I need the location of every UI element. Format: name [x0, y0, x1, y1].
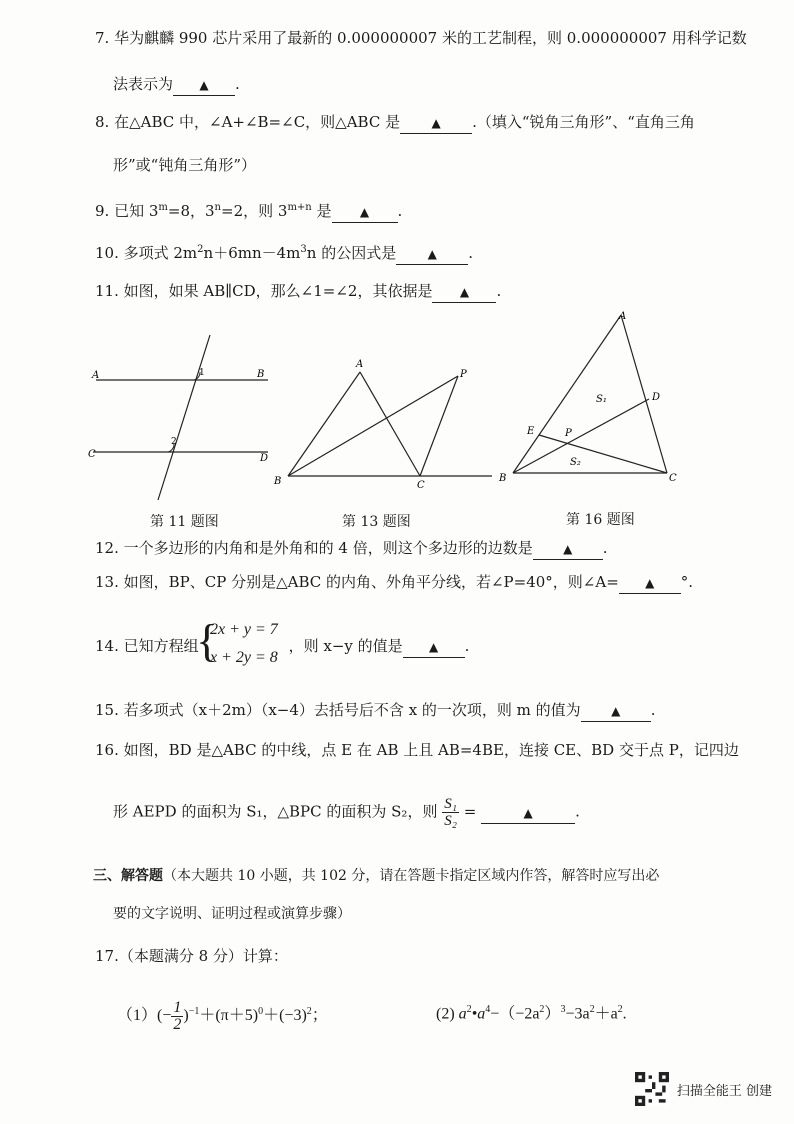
- label-angle2: 2: [171, 437, 177, 447]
- q9-text: =2，则 3: [221, 202, 288, 220]
- q7-line2: [113, 74, 240, 96]
- q8-text: 8. 在△ABC 中，∠A+∠B=∠C，则△ABC 是: [95, 113, 401, 131]
- q16-equals: =: [458, 802, 482, 821]
- section3-line2: 要的文字说明、证明过程或演算步骤）: [113, 906, 351, 922]
- expr: ＋(π＋5): [199, 1007, 259, 1025]
- q9-text: 是: [311, 202, 332, 220]
- expr: ；: [311, 1007, 328, 1025]
- side-ba: [288, 372, 360, 476]
- expr: ): [183, 1007, 189, 1025]
- segment-ec: [539, 435, 667, 473]
- figure-11: [88, 330, 278, 505]
- answer-blank[interactable]: [332, 201, 398, 223]
- label-c: C: [669, 473, 677, 484]
- expr: −3a: [565, 1005, 590, 1023]
- exponent: 2: [617, 1004, 623, 1015]
- figure-16-caption: 第 16 题图: [566, 512, 635, 528]
- label-p: P: [565, 428, 572, 439]
- q13-text: 13. 如图，BP、CP 分别是△ABC 的内角、外角平分线，若∠P=40°，则∠A=: [95, 573, 619, 591]
- q11-text: 11. 如图，如果 AB∥CD，那么∠1=∠2，其依据是: [95, 282, 433, 300]
- q7-text: 法表示为: [113, 75, 174, 93]
- q11-line: [95, 281, 501, 303]
- q17-part2: [436, 1000, 627, 1024]
- blank-mark-icon: ▲: [427, 247, 437, 261]
- q17-part1: [117, 1000, 328, 1033]
- blank-mark-icon: ▲: [523, 805, 533, 820]
- q9-text: =8，3: [167, 202, 215, 220]
- q16-text: 形 AEPD 的面积为 S₁，△BPC 的面积为 S₂，则: [113, 802, 438, 821]
- exponent: 4: [485, 1004, 491, 1015]
- q9-sup: m: [158, 202, 168, 213]
- q16-line1: 16. 如图，BD 是△ABC 的中线，点 E 在 AB 上且 AB=4BE，连接 CE、BD 交于点 P，记四边: [95, 741, 739, 759]
- blank-mark-icon: ▲: [431, 116, 441, 130]
- blank-mark-icon: ▲: [429, 640, 439, 654]
- q8-text-b: .（填入“锐角三角形”、“直角三角: [472, 113, 695, 131]
- label-angle1: 1: [199, 368, 205, 378]
- label-s2: S₂: [570, 457, 581, 468]
- expr: a: [458, 1005, 467, 1023]
- side-ac: [360, 372, 420, 476]
- fraction-denominator: 2: [173, 1016, 182, 1033]
- watermark-text: 扫描全能王 创建: [676, 1083, 772, 1099]
- expr: −（−2a: [490, 1005, 540, 1023]
- answer-blank[interactable]: [173, 74, 235, 96]
- expr: ＋a: [594, 1005, 618, 1023]
- q10-text: n＋6mn－4m: [203, 244, 301, 262]
- fraction-numerator: 1: [173, 999, 182, 1016]
- blank-mark-icon: ▲: [611, 704, 621, 718]
- q12-end: .: [602, 539, 608, 557]
- exponent: 2: [466, 1004, 472, 1015]
- expr: ＋(−3): [263, 1007, 307, 1025]
- q10-line: [95, 240, 473, 265]
- q10-sup: 2: [197, 244, 204, 255]
- q12-text: 12. 一个多边形的内角和是外角和的 4 倍，则这个多边形的边数是: [95, 539, 533, 557]
- label-a: A: [92, 370, 100, 381]
- expr: .: [622, 1005, 627, 1023]
- q17-head: 17.（本题满分 8 分）计算：: [95, 947, 288, 965]
- label-s1: S₁: [596, 394, 607, 405]
- answer-blank[interactable]: [581, 700, 651, 722]
- label-e: E: [527, 426, 535, 437]
- label-b: B: [499, 473, 507, 484]
- scanner-watermark: [635, 1072, 772, 1106]
- exponent: 2: [589, 1004, 595, 1015]
- exponent: 0: [258, 1005, 264, 1017]
- figure-13: [270, 352, 500, 492]
- expr: (−: [157, 1007, 172, 1025]
- exponent: −1: [188, 1005, 200, 1017]
- fraction-numerator: S₁: [444, 796, 457, 812]
- expr: •a: [471, 1005, 486, 1023]
- answer-blank[interactable]: [400, 112, 472, 134]
- fraction-half: [171, 1000, 183, 1033]
- fraction-denominator: S₂: [444, 813, 457, 829]
- q14-end: .: [464, 637, 470, 655]
- q9-text: 9. 已知 3: [95, 202, 159, 220]
- q9-line: [95, 198, 402, 223]
- answer-blank[interactable]: [403, 636, 465, 658]
- label-d: D: [652, 392, 661, 403]
- fraction-s1-s2: [442, 796, 459, 829]
- q10-end: .: [468, 244, 473, 262]
- segment-bp: [288, 376, 458, 476]
- label-p: P: [460, 369, 467, 380]
- part-label: (2): [436, 1005, 459, 1023]
- q15-text: 15. 若多项式（x＋2m）（x−4）去括号后不含 x 的一次项，则 m 的值为: [95, 701, 581, 719]
- exponent: 2: [539, 1004, 545, 1015]
- label-b: B: [274, 476, 282, 487]
- transversal: [158, 335, 210, 500]
- segment-cp: [420, 376, 458, 476]
- q14-text-b: ，则 x−y 的值是: [288, 637, 403, 655]
- equation-1: 2x + y = 7: [210, 621, 278, 638]
- q15-end: .: [650, 701, 656, 719]
- q9-sup: m+n: [287, 202, 312, 213]
- equation-2: x + 2y = 8: [210, 649, 278, 666]
- figure-13-caption: 第 13 题图: [342, 514, 411, 530]
- blank-mark-icon: ▲: [459, 285, 470, 299]
- q9-end: .: [397, 202, 403, 220]
- part-label: （1）: [117, 1007, 158, 1025]
- section-desc: （本大题共 10 小题，共 102 分，请在答题卡指定区域内作答，解答时应写出必: [163, 868, 660, 884]
- exponent: 2: [306, 1005, 312, 1017]
- q11-end: .: [496, 282, 502, 300]
- figure-11-caption: 第 11 题图: [150, 514, 219, 530]
- q8-line2: 形”或“钝角三角形”）: [113, 156, 257, 174]
- label-c: C: [88, 449, 96, 460]
- q7-end: .: [235, 75, 240, 93]
- q13-line: [95, 572, 693, 594]
- answer-blank[interactable]: [432, 281, 496, 303]
- blank-mark-icon: ▲: [359, 205, 370, 219]
- q13-end: °.: [680, 573, 694, 591]
- q9-sup: n: [214, 202, 221, 213]
- answer-blank[interactable]: [481, 802, 575, 824]
- qr-code-icon: [635, 1072, 669, 1106]
- q10-text: 10. 多项式 2m: [95, 244, 198, 262]
- figure-16: [495, 305, 685, 490]
- q14-line: [95, 636, 469, 658]
- answer-blank[interactable]: [396, 243, 468, 265]
- blank-mark-icon: ▲: [563, 542, 573, 556]
- blank-mark-icon: ▲: [199, 78, 209, 92]
- q10-sup: 3: [300, 244, 307, 255]
- q16-end: .: [575, 802, 580, 821]
- q10-text: n 的公因式是: [306, 244, 397, 262]
- label-d: D: [260, 453, 269, 464]
- label-c: C: [417, 480, 425, 491]
- section-title: 三、解答题: [93, 868, 163, 884]
- q7-line1: 7. 华为麒麟 990 芯片采用了最新的 0.000000007 米的工艺制程，则 0.000000007 用科学记数: [95, 29, 747, 47]
- exponent: 3: [560, 1004, 566, 1015]
- label-a: A: [356, 359, 364, 370]
- answer-blank[interactable]: [533, 538, 603, 560]
- label-b: B: [257, 369, 265, 380]
- blank-mark-icon: ▲: [645, 576, 655, 590]
- expr: ）: [544, 1005, 561, 1023]
- q15-line: [95, 700, 655, 722]
- q16-line2: [113, 796, 580, 829]
- section3-line1: [93, 866, 659, 886]
- q8-line1: [95, 112, 695, 134]
- answer-blank[interactable]: [619, 572, 681, 594]
- side-ac: [621, 315, 667, 473]
- q12-line: [95, 538, 608, 560]
- equation-brace: {: [196, 615, 219, 666]
- q14-text: 14. 已知方程组: [95, 637, 199, 655]
- label-a: A: [619, 311, 627, 322]
